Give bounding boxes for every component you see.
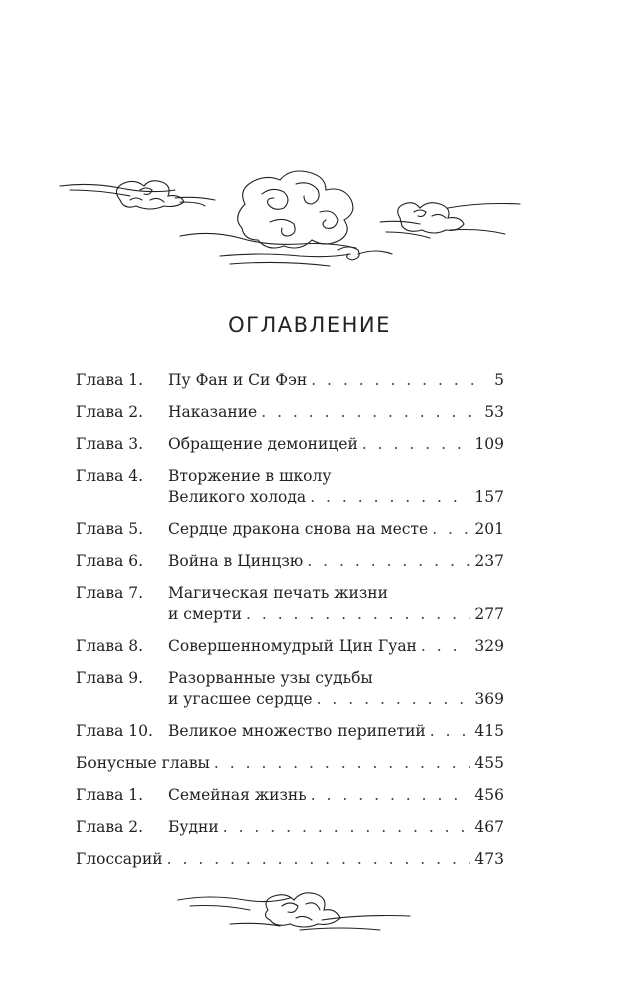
toc-entry-title: Бонусные главы — [76, 754, 210, 772]
toc-entry — [76, 668, 504, 710]
toc-leader — [167, 849, 471, 870]
table-of-contents — [76, 370, 504, 870]
toc-entry — [76, 402, 504, 423]
cloud-ornament-top — [0, 160, 619, 280]
toc-entry-label: Глава 2. — [76, 818, 144, 836]
toc-leader — [317, 689, 471, 710]
toc-entry — [76, 370, 504, 391]
toc-entry — [76, 551, 504, 572]
toc-entry — [76, 434, 504, 455]
page-title: ОГЛАВЛЕНИЕ — [228, 313, 391, 337]
toc-page-number: 237 — [474, 552, 504, 570]
toc-entry-title-cont: и угасшее сердце — [168, 690, 313, 708]
toc-entry — [76, 817, 504, 838]
toc-page-number: 415 — [474, 722, 504, 740]
toc-entry-title: Совершенномудрый Цин Гуан — [168, 637, 417, 655]
toc-leader — [307, 551, 470, 572]
toc-page-number: 473 — [474, 850, 504, 868]
toc-entry — [76, 583, 504, 625]
toc-entry — [76, 785, 504, 806]
toc-entry-title: Будни — [168, 818, 219, 836]
toc-entry-title: Семейная жизнь — [168, 786, 307, 804]
toc-page-number: 467 — [474, 818, 504, 836]
toc-entry-label: Глава 5. — [76, 520, 144, 538]
toc-entry-label: Глава 8. — [76, 637, 144, 655]
toc-leader — [421, 636, 471, 657]
toc-entry-label: Глава 6. — [76, 552, 144, 570]
toc-entry — [76, 466, 504, 508]
toc-entry-title: Великое множество перипетий — [168, 722, 426, 740]
toc-page-number: 5 — [494, 371, 504, 389]
toc-entry-label: Глава 3. — [76, 435, 144, 453]
toc-entry-title: Магическая печать жизни — [168, 584, 388, 602]
toc-page-number: 455 — [474, 754, 504, 772]
toc-entry-title: Наказание — [168, 403, 258, 421]
toc-entry-title: Вторжение в школу — [168, 467, 332, 485]
toc-page-number: 277 — [474, 605, 504, 623]
toc-entry-label: Глава 2. — [76, 403, 144, 421]
toc-entry-label: Глава 9. — [76, 669, 144, 687]
toc-entry-glossary — [76, 849, 504, 870]
toc-leader — [432, 519, 470, 540]
toc-leader — [310, 487, 470, 508]
toc-entry — [76, 636, 504, 657]
toc-leader — [261, 402, 474, 423]
toc-entry-title-cont: Великого холода — [168, 488, 307, 506]
toc-entry — [76, 519, 504, 540]
toc-entry-title: Сердце дракона снова на месте — [168, 520, 429, 538]
toc-entry-label: Глава 10. — [76, 722, 153, 740]
toc-leader — [311, 370, 474, 391]
toc-page-number: 109 — [474, 435, 504, 453]
toc-entry-title: Разорванные узы судьбы — [168, 669, 373, 687]
toc-entry-title: Глоссарий — [76, 850, 163, 868]
toc-entry-title-cont: и смерти — [168, 605, 242, 623]
cloud-ornament-bottom — [0, 880, 619, 940]
toc-page-number: 329 — [474, 637, 504, 655]
toc-page-number: 157 — [474, 488, 504, 506]
toc-leader — [246, 604, 470, 625]
toc-leader — [223, 817, 471, 838]
toc-leader — [214, 753, 471, 774]
toc-entry-title: Война в Цинцзю — [168, 552, 304, 570]
toc-entry-title: Пу Фан и Си Фэн — [168, 371, 308, 389]
toc-entry-label: Глава 1. — [76, 371, 144, 389]
toc-page-number: 201 — [474, 520, 504, 538]
toc-page-number: 369 — [474, 690, 504, 708]
toc-leader — [430, 721, 471, 742]
toc-entry — [76, 721, 504, 742]
toc-page-number: 456 — [474, 786, 504, 804]
toc-entry-title: Обращение демоницей — [168, 435, 358, 453]
toc-leader — [311, 785, 471, 806]
toc-entry-label: Глава 7. — [76, 584, 144, 602]
toc-entry-label: Глава 4. — [76, 467, 144, 485]
toc-page-number: 53 — [484, 403, 504, 421]
toc-leader — [362, 434, 471, 455]
toc-entry-bonus — [76, 753, 504, 774]
toc-entry-label: Глава 1. — [76, 786, 144, 804]
